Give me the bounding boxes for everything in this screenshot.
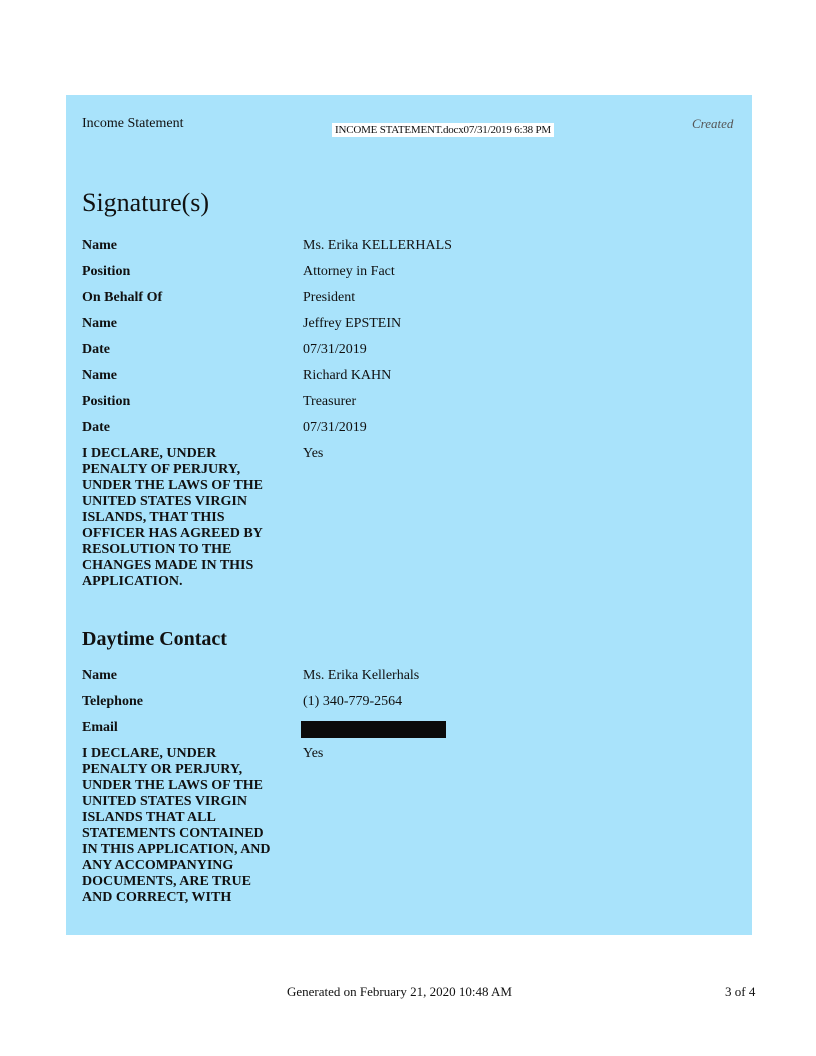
signatures-heading: Signature(s) — [82, 188, 210, 217]
field-value: Attorney in Fact — [303, 264, 395, 279]
field-value: 07/31/2019 — [303, 342, 367, 357]
declaration-value: Yes — [303, 446, 324, 461]
document-title: Income Statement — [82, 116, 184, 131]
field-value: Treasurer — [303, 394, 357, 409]
field-label: On Behalf Of — [82, 290, 163, 305]
field-label: Name — [82, 368, 117, 383]
status-label: Created — [692, 116, 734, 131]
contact-heading: Daytime Contact — [82, 628, 227, 650]
page-number: 3 of 4 — [725, 984, 756, 999]
field-value: Jeffrey EPSTEIN — [303, 316, 402, 331]
field-label: Telephone — [82, 694, 143, 709]
file-stamp: INCOME STATEMENT.docx07/31/2019 6:38 PM — [332, 123, 554, 137]
field-label: Name — [82, 316, 117, 331]
field-value: Ms. Erika Kellerhals — [303, 668, 420, 683]
field-value: 07/31/2019 — [303, 420, 367, 435]
field-label: Date — [82, 342, 110, 357]
field-label: Position — [82, 264, 131, 279]
field-label: Date — [82, 420, 110, 435]
declaration-label: I DECLARE, UNDER PENALTY OR PERJURY, UNDER THE LAWS OF THE UNITED STATES VIRGIN ISLANDS THAT ALL STATEMENTS CONTAINED IN THIS APPLICATION, AND ANY ACCOMPANYING DOCUMENTS, ARE TRUE AND CORRECT, WITH — [82, 746, 271, 905]
declaration-label: I DECLARE, UNDER PENALTY OF PERJURY, UNDER THE LAWS OF THE UNITED STATES VIRGIN ISLANDS, THAT THIS OFFICER HAS AGREED BY RESOLUTION TO THE CHANGES MADE IN THIS APPLICATION. — [82, 446, 264, 589]
declaration-value: Yes — [303, 746, 324, 761]
field-label: Email — [82, 720, 118, 735]
field-value: President — [303, 290, 356, 305]
field-value: (1) 340-779-2564 — [303, 694, 403, 709]
field-label: Name — [82, 668, 117, 683]
field-value: Richard KAHN — [303, 368, 392, 383]
generated-note: Generated on February 21, 2020 10:48 AM — [287, 984, 512, 999]
field-value: Ms. Erika KELLERHALS — [303, 238, 452, 253]
redaction-block — [301, 721, 446, 738]
field-label: Position — [82, 394, 131, 409]
field-label: Name — [82, 238, 117, 253]
